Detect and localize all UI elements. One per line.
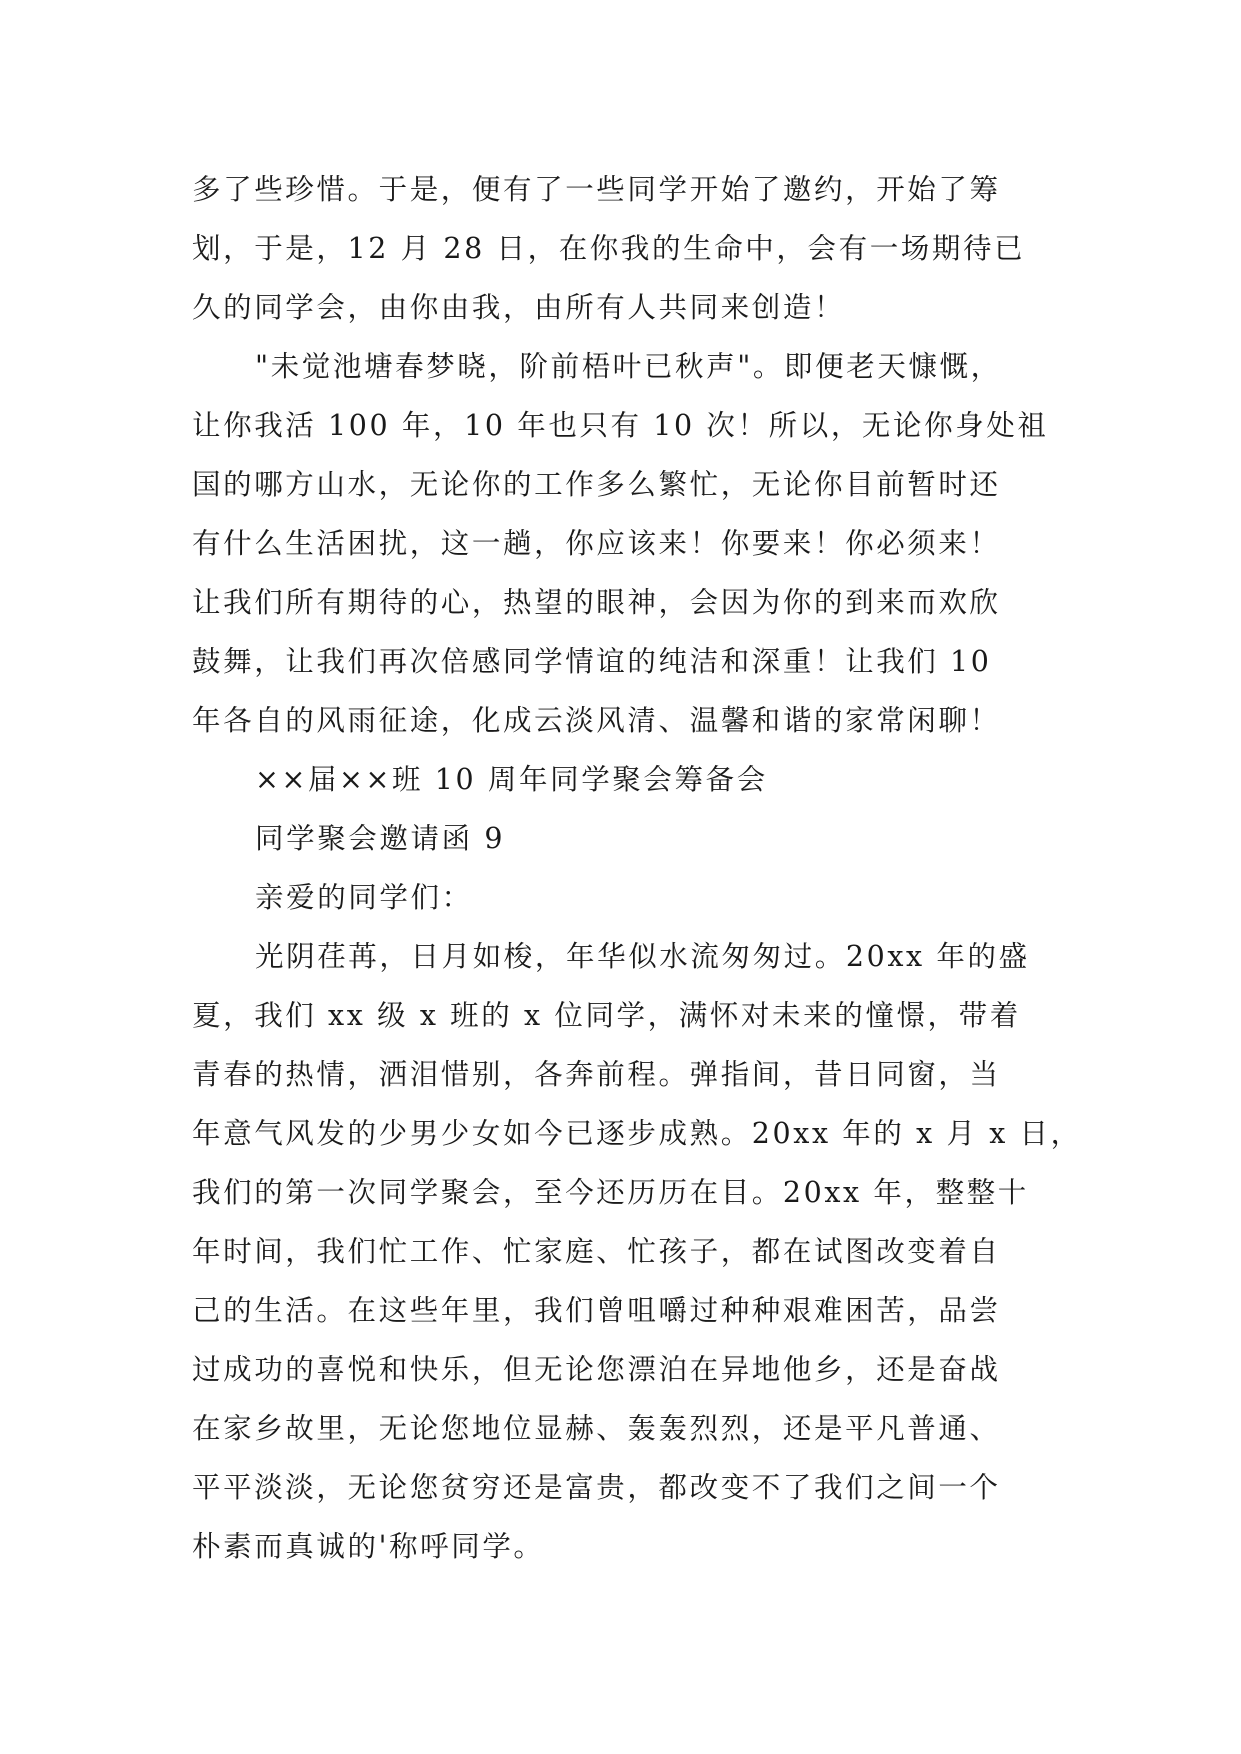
text-line: 国的哪方山水，无论你的工作多么繁忙，无论你目前暂时还: [192, 468, 1001, 501]
text-line: 在家乡故里，无论您地位显赫、轰轰烈烈，还是平凡普通、: [192, 1412, 1001, 1445]
text-line: 久的同学会，由你由我，由所有人共同来创造！: [192, 291, 846, 324]
text-line: 鼓舞，让我们再次倍感同学情谊的纯洁和深重！让我们 10: [192, 645, 992, 678]
text-line: 有什么生活困扰，这一趟，你应该来！你要来！你必须来！: [192, 527, 1001, 560]
document-body: [192, 160, 1082, 1576]
text-line: 让你我活 100 年，10 年也只有 10 次！所以，无论你身处祖: [192, 409, 1049, 442]
text-line: 年意气风发的少男少女如今已逐步成熟。20xx 年的 x 月 x 日，: [192, 1117, 1082, 1150]
text-line: 朴素而真诚的'称呼同学。: [192, 1530, 545, 1563]
text-line: 平平淡淡，无论您贫穷还是富贵，都改变不了我们之间一个: [192, 1471, 1001, 1504]
text-line: ××届××班 10 周年同学聚会筹备会: [255, 763, 768, 796]
text-line: 我们的第一次同学聚会，至今还历历在目。20xx 年，整整十: [192, 1176, 1029, 1209]
text-line: 划，于是，12 月 28 日，在你我的生命中，会有一场期待已: [192, 232, 1026, 265]
text-line: 过成功的喜悦和快乐，但无论您漂泊在异地他乡，还是奋战: [192, 1353, 1001, 1386]
text-line: 夏，我们 xx 级 x 班的 x 位同学，满怀对未来的憧憬，带着: [192, 999, 1021, 1032]
text-line: 年各自的风雨征途，化成云淡风清、温馨和谐的家常闲聊！: [192, 704, 1001, 737]
text-line: 青春的热情，洒泪惜别，各奔前程。弹指间，昔日同窗，当: [192, 1058, 1001, 1091]
text-line: "未觉池塘春梦晓，阶前梧叶已秋声"。即便老天慷慨，: [255, 350, 1002, 383]
text-line: 年时间，我们忙工作、忙家庭、忙孩子，都在试图改变着自: [192, 1235, 1001, 1268]
text-line: 己的生活。在这些年里，我们曾咀嚼过种种艰难困苦，品尝: [192, 1294, 1001, 1327]
text-line: 同学聚会邀请函 9: [255, 822, 506, 855]
text-line: 光阴荏苒，日月如梭，年华似水流匆匆过。20xx 年的盛: [255, 940, 1030, 973]
text-line: 让我们所有期待的心，热望的眼神，会因为你的到来而欢欣: [192, 586, 1001, 619]
text-line: 多了些珍惜。于是，便有了一些同学开始了邀约，开始了筹: [192, 173, 1001, 206]
text-line: 亲爱的同学们：: [255, 881, 473, 914]
